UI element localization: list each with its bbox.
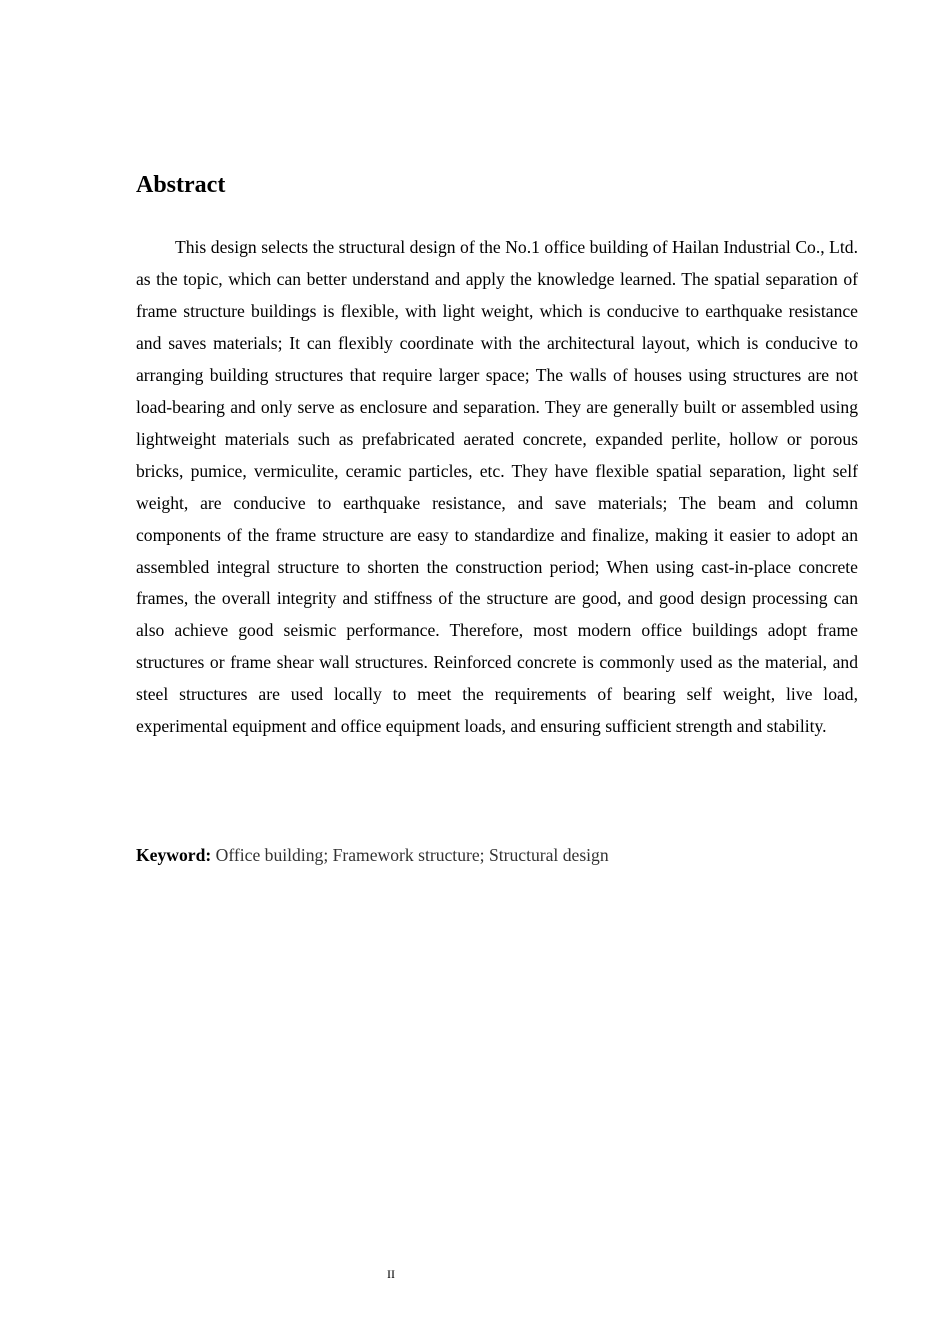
abstract-paragraph: This design selects the structural design of the No.1 office building of Hailan Industrial Co., Ltd. as the topic, which can better understand and apply the knowledge learned. The spatial separation of frame structure buildings is flexible, with light weight, which is conducive to earthquake resistance and saves materials; It can flexibly coordinate with the architectural layout, which is conducive to arranging building structures that require larger space; The walls of houses using structures are not load-bearing and only serve as enclosure and separation. They are generally built or assembled using lightweight materials such as prefabricated aerated concrete, expanded perlite, hollow or porous bricks, pumice, vermiculite, ceramic particles, etc. They have flexible spatial separation, light self weight, are conducive to earthquake resistance, and save materials; The beam and column components of the frame structure are easy to standardize and finalize, making it easier to adopt an assembled integral structure to shorten the construction period; When using cast-in-place concrete frames, the overall integrity and stiffness of the structure are good, and good design processing can also achieve good seismic performance. Therefore, most modern office buildings adopt frame structures or frame shear wall structures. Reinforced concrete is commonly used as the material, and steel structures are used locally to meet the requirements of bearing self weight, live load, experimental equipment and office equipment loads, and ensuring sufficient strength and stability. <box>136 237 858 737</box>
page-number: II <box>387 1267 395 1281</box>
abstract-title: Abstract <box>136 172 226 198</box>
keywords-line <box>136 840 858 870</box>
keyword-label: Keyword: <box>136 845 212 865</box>
keyword-values: Office building; Framework structure; Structural design <box>215 845 609 865</box>
